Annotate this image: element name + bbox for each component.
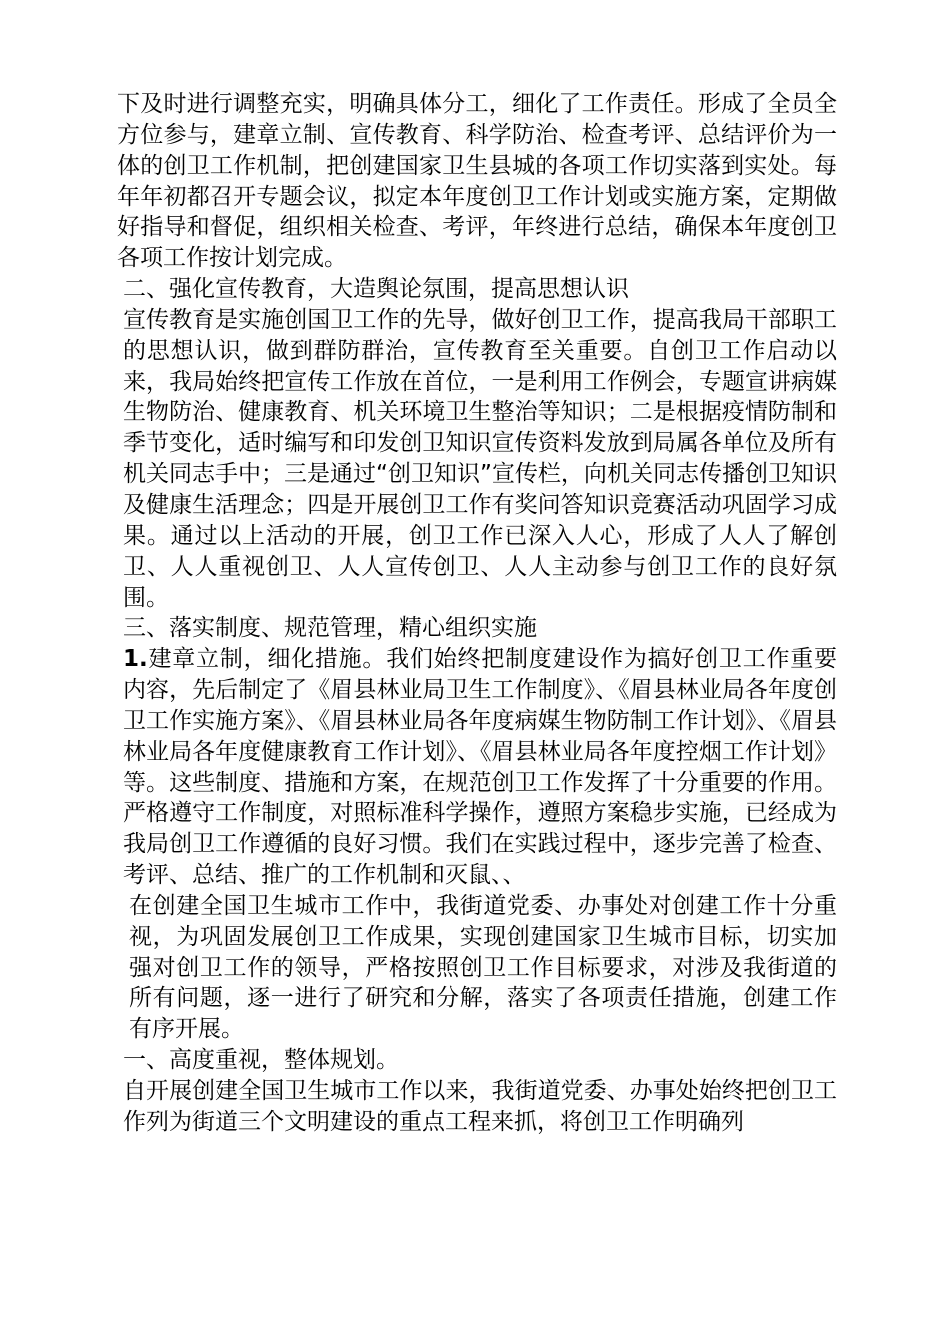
section-heading-2: 二、强化宣传教育，大造舆论氛围，提高思想认识: [123, 276, 629, 303]
section-heading-1: 一、高度重视，整体规划。: [123, 1047, 399, 1074]
body-paragraph: 宣传教育是实施创国卫工作的先导，做好创卫工作，提高我局干部职工的思想认识，做到群防群治，宣传教育至关重要。自创卫工作启动以来，我局始终把宣传工作放在首位，一是利用工作例会，专题宣讲病媒生物防治、健康教育、机关环境卫生整治等知识；二是根据疫情防制和季节变化，适时编写和印发创卫知识宣传资料发放到局属各单位及所有机关同志手中；三是通过“创卫知识”宣传栏，向机关同志传播创卫知识及健康生活理念；四是开展创卫工作有奖问答知识竞赛活动巩固学习成果。通过以上活动的开展，创卫工作已深入人心，形成了人人了解创卫、人人重视创卫、人人宣传创卫、人人主动参与创卫工作的良好氛围。: [123, 306, 837, 611]
body-paragraph: 在创建全国卫生城市工作中，我街道党委、办事处对创建工作十分重视，为巩固发展创卫工作成果，实现创建国家卫生城市目标，切实加强对创卫工作的领导，严格按照创卫工作目标要求，对涉及我街道的所有问题，逐一进行了研究和分解，落实了各项责任措施，创建工作有序开展。: [129, 892, 837, 1043]
document-page: [117, 89, 837, 1138]
item-number: 1.: [123, 646, 148, 673]
body-paragraph: 下及时进行调整充实，明确具体分工，细化了工作责任。形成了全员全方位参与，建章立制、宣传教育、科学防治、检查考评、总结评价为一体的创卫工作机制，把创建国家卫生县城的各项工作切实落到实处。每年年初都召开专题会议，拟定本年度创卫工作计划或实施方案，定期做好指导和督促，组织相关检查、考评，年终进行总结，确保本年度创卫各项工作按计划完成。: [117, 91, 837, 272]
body-paragraph: 自开展创建全国卫生城市工作以来，我街道党委、办事处始终把创卫工作列为街道三个文明建设的重点工程来抓，将创卫工作明确列: [123, 1078, 837, 1135]
item-text: 建章立制，细化措施。我们始终把制度建设作为搞好创卫工作重要内容，先后制定了《眉县林业局卫生工作制度》、《眉县林业局各年度创卫工作实施方案》、《眉县林业局各年度病媒生物防制工作计划》、《眉县林业局各年度健康教育工作计划》、《眉县林业局各年度控烟工作计划》等。这些制度、措施和方案，在规范创卫工作发挥了十分重要的作用。严格遵守工作制度，对照标准科学操作，遵照方案稳步实施，已经成为我局创卫工作遵循的良好习惯。我们在实践过程中，逐步完善了检查、考评、总结、推广的工作机制和灭鼠、、: [123, 646, 837, 889]
numbered-paragraph: [117, 644, 837, 891]
section-heading-3: 三、落实制度、规范管理，精心组织实施: [123, 615, 537, 642]
